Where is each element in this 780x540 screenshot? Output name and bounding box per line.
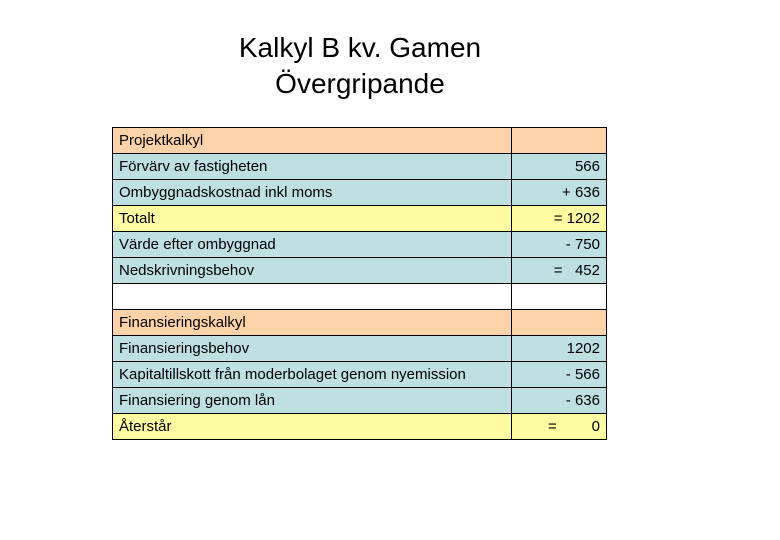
total-value: 0 [591,418,600,435]
row-value: = 452 [512,258,607,284]
row-label: Finansieringsbehov [113,336,512,362]
project-total-row [113,206,607,232]
finance-header: Finansieringskalkyl [113,310,512,336]
table-row [113,154,607,180]
row-label: Värde efter ombyggnad [113,232,512,258]
row-value: - 750 [512,232,607,258]
table-row [113,180,607,206]
total-value: = 1202 [512,206,607,232]
row-label: Nedskrivningsbehov [113,258,512,284]
project-header: Projektkalkyl [113,128,512,154]
project-header-row [113,128,607,154]
row-value: 1202 [512,336,607,362]
row-label: Förvärv av fastigheten [113,154,512,180]
calculation-table [112,127,607,440]
row-value: 566 [512,154,607,180]
table-row [113,258,607,284]
project-header-value-cell [512,128,607,154]
total-equals: = [548,418,557,435]
table-row [113,336,607,362]
total-label: Återstår [113,414,512,440]
row-label: Kapitaltillskott från moderbolaget genom nyemission [113,362,512,388]
row-label: Ombyggnadskostnad inkl moms [113,180,512,206]
row-value: - 636 [512,388,607,414]
blank-cell [113,284,512,310]
table-row [113,388,607,414]
row-label: Finansiering genom lån [113,388,512,414]
total-label: Totalt [113,206,512,232]
finance-total-row [113,414,607,440]
table-row [113,362,607,388]
blank-row [113,284,607,310]
row-value: - 566 [512,362,607,388]
title-line-1: Kalkyl B kv. Gamen [238,32,482,63]
finance-header-row [113,310,607,336]
table-row [113,232,607,258]
row-value: + 636 [512,180,607,206]
total-value-cell [512,414,607,440]
finance-header-value-cell [512,310,607,336]
page-title [160,30,560,102]
title-line-2: Övergripande [275,68,445,99]
blank-cell [512,284,607,310]
